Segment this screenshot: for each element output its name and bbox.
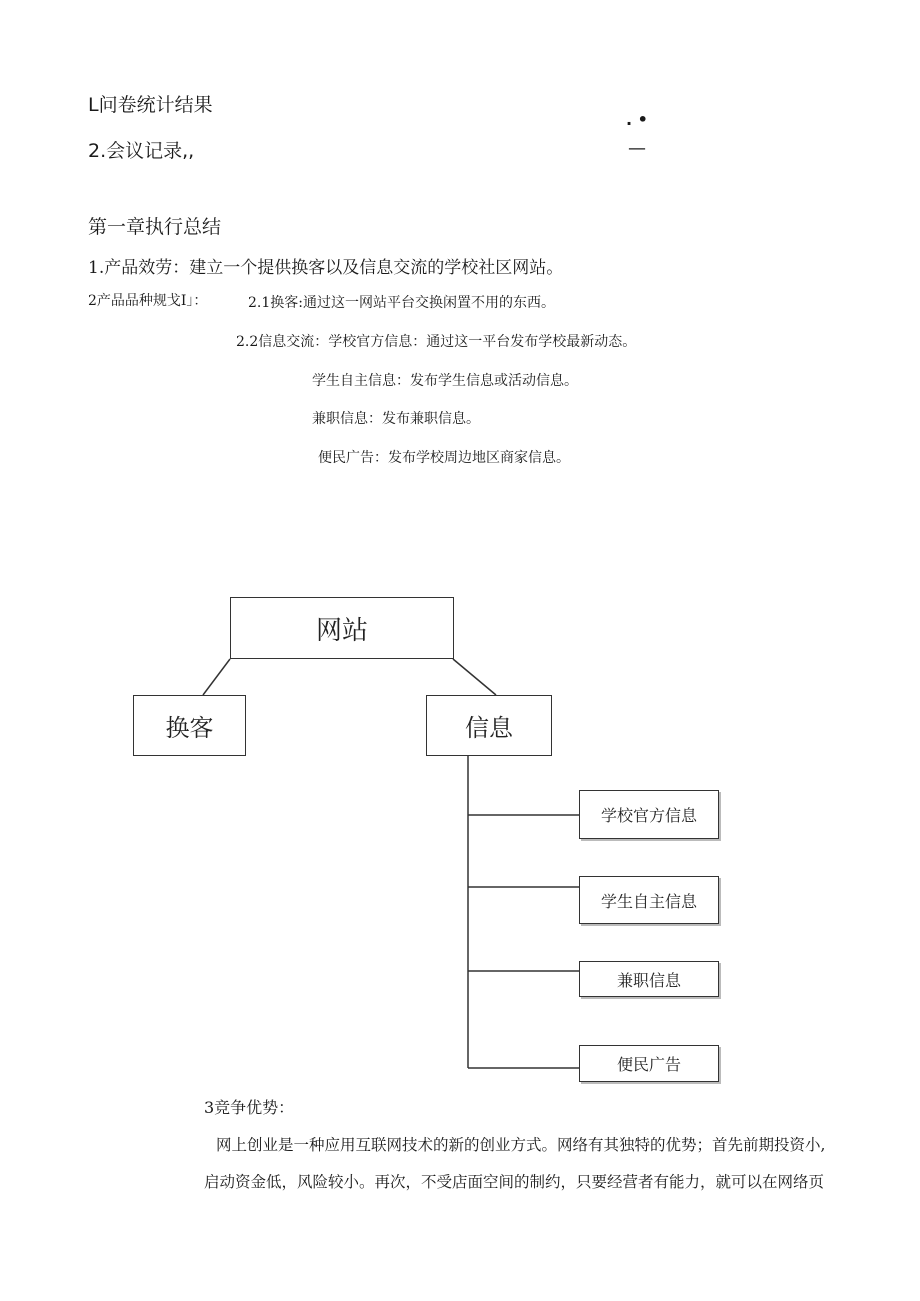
chapter-item-2-1: 2.1换客:通过这一网站平台交换闲置不用的东西。 bbox=[248, 295, 555, 311]
section3-line-1: 网上创业是一种应用互联网技术的新的创业方式。网络有其独特的优势；首先前期投资小, bbox=[216, 1136, 826, 1154]
chapter-item-parttime: 兼职信息：发布兼职信息。 bbox=[312, 411, 480, 427]
section3-title: 3竞争优势： bbox=[204, 1098, 295, 1117]
diagram-left-box: 换客 bbox=[133, 695, 246, 756]
diagram-child-2: 学生自主信息 bbox=[579, 876, 719, 924]
chapter-item-2-2: 2.2信息交流：学校官方信息：通过这一平台发布学校最新动态。 bbox=[236, 334, 637, 350]
chapter-paragraph-2-prefix: 2产品品种规戈I」： bbox=[88, 293, 208, 309]
diagram-root-box: 网站 bbox=[230, 597, 454, 659]
connector-root-left bbox=[203, 659, 230, 695]
header-mark-dash: — bbox=[628, 138, 646, 159]
diagram-child-3: 兼职信息 bbox=[579, 961, 719, 997]
header-mark-dots: . • bbox=[626, 110, 648, 129]
chapter-item-ads: 便民广告：发布学校周边地区商家信息。 bbox=[318, 450, 570, 466]
diagram-right-box: 信息 bbox=[426, 695, 552, 756]
header-line-1: L问卷统计结果 bbox=[88, 94, 213, 116]
diagram-child-4: 便民广告 bbox=[579, 1045, 719, 1082]
chapter-item-student: 学生自主信息：发布学生信息或活动信息。 bbox=[312, 373, 578, 389]
chapter-title: 第一章执行总结 bbox=[88, 216, 222, 238]
diagram-child-1: 学校官方信息 bbox=[579, 790, 719, 839]
section3-line-2: 启动资金低，风险较小。再次，不受店面空间的制约，只要经营者有能力，就可以在网络页 bbox=[204, 1173, 825, 1191]
connector-root-right bbox=[453, 659, 496, 695]
chapter-paragraph-1: 1.产品效劳：建立一个提供换客以及信息交流的学校社区网站。 bbox=[88, 258, 564, 278]
header-line-2: 2.会议记录,, bbox=[88, 140, 195, 162]
